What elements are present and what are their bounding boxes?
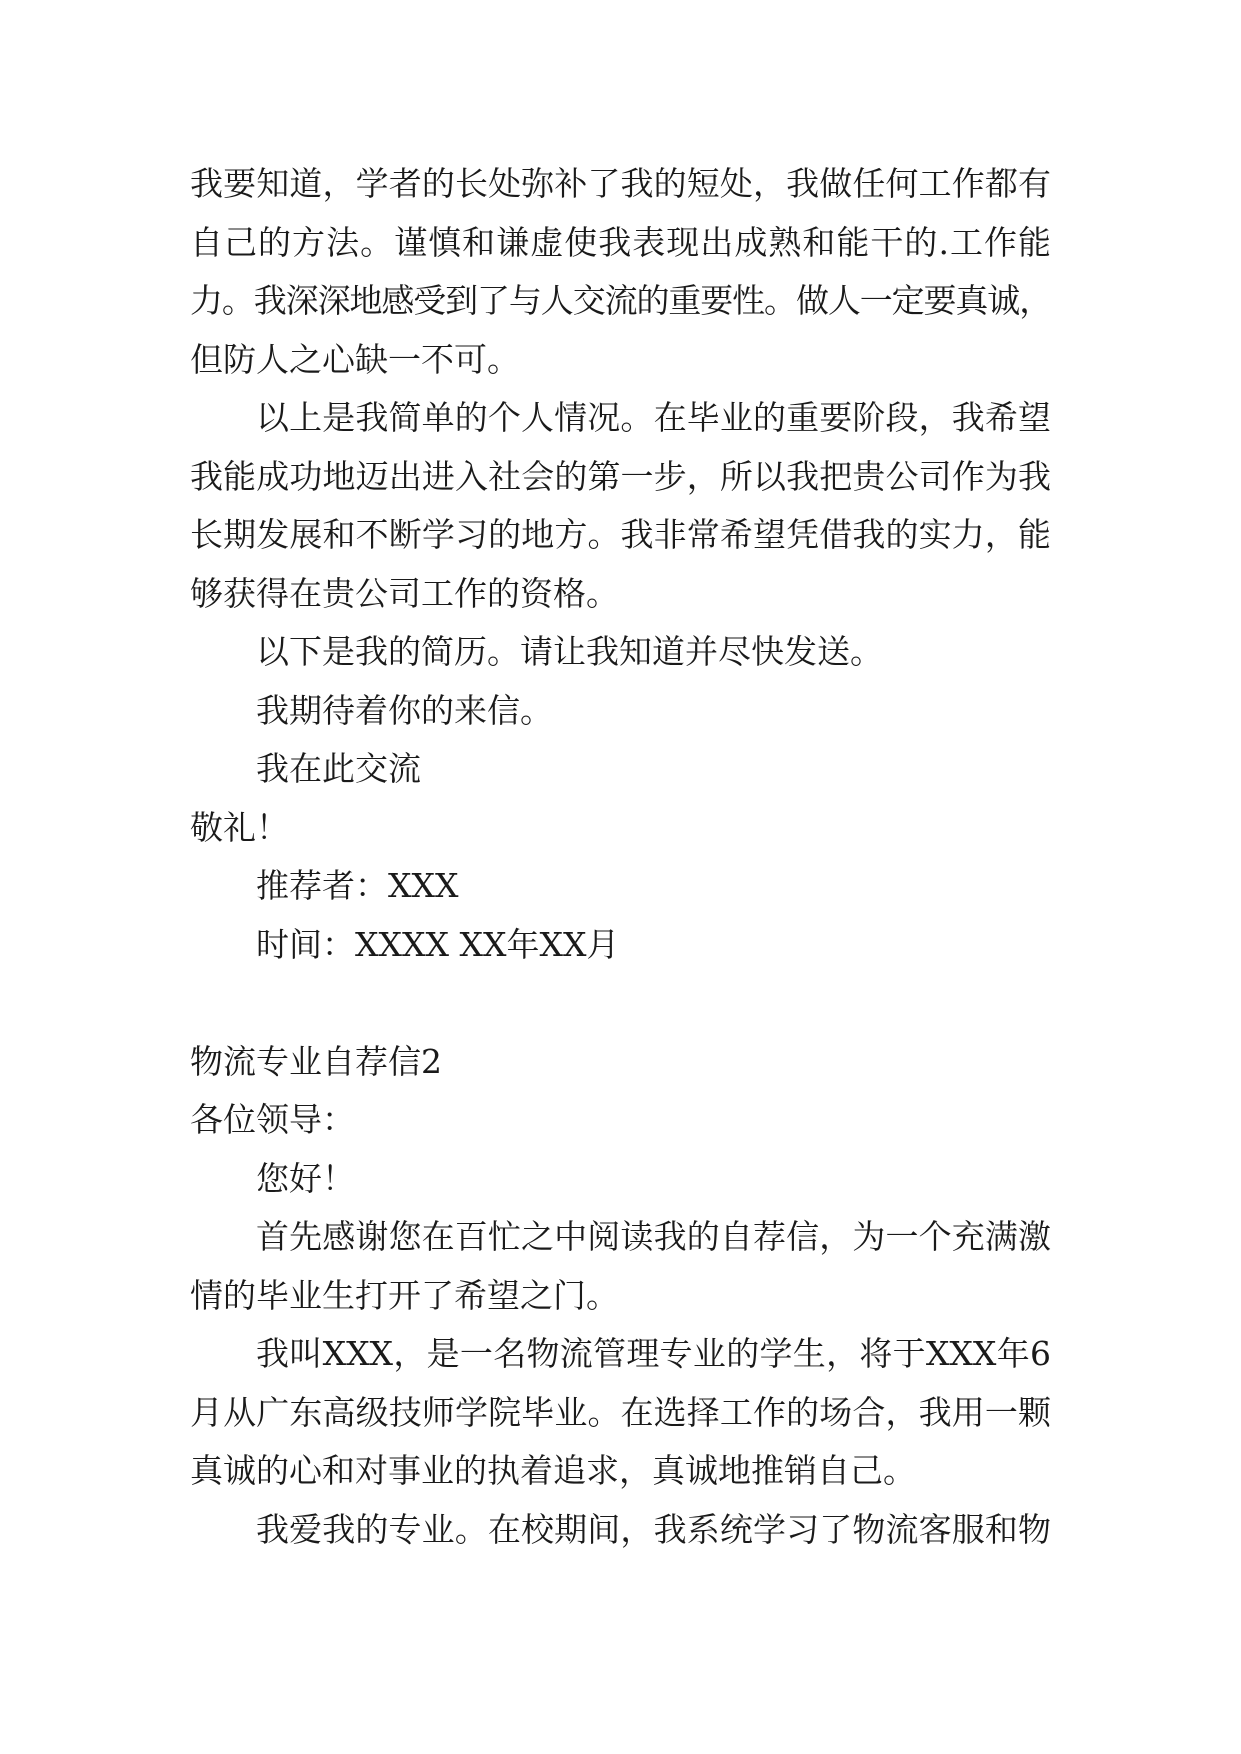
closing-salutation: 敬礼！ (190, 807, 289, 847)
text-line: 我要知道，学者的长处弥补了我的短处，我做任何工作都有 (190, 164, 1051, 203)
paragraph (190, 682, 1051, 741)
text-line: 情的毕业生打开了希望之门。 (190, 1275, 619, 1315)
text-line: 我爱我的专业。在校期间，我系统学习了物流客服和物 (256, 1509, 1051, 1549)
letter-title: 物流专业自荐信2 (190, 1041, 442, 1081)
paragraph (190, 1501, 1051, 1560)
recommender-line: 推荐者：XXX (256, 866, 459, 905)
date-line: 时间：XXXX XX年XX月 (256, 924, 620, 964)
paragraph (190, 740, 1051, 799)
text-line: 月从广东高级技师学院毕业。在选择工作的场合，我用一颗 (190, 1392, 1051, 1432)
paragraph (190, 1208, 1051, 1325)
text-line: 长期发展和不断学习的地方。我非常希望凭借我的实力，能 (190, 515, 1051, 554)
text-line: 首先感谢您在百忙之中阅读我的自荐信，为一个充满激 (256, 1217, 1051, 1256)
text-line: 以上是我简单的个人情况。在毕业的重要阶段，我希望 (256, 398, 1051, 437)
text-line: 力。我深深地感受到了与人交流的重要性。做人一定要真诚， (190, 281, 1051, 320)
text-line: 我在此交流 (256, 749, 421, 788)
paragraph (190, 155, 1051, 389)
text-line: 真诚的心和对事业的执着追求，真诚地推销自己。 (190, 1451, 916, 1490)
document-body (190, 155, 1051, 1559)
paragraph (190, 1325, 1051, 1501)
text-line: 我期待着你的来信。 (256, 690, 553, 730)
greeting: 您好！ (256, 1158, 355, 1198)
text-line: 我叫XXX，是一名物流管理专业的学生，将于XXX年6 (256, 1334, 1051, 1373)
text-line: 我能成功地迈出进入社会的第一步，所以我把贵公司作为我 (190, 456, 1051, 496)
addressee: 各位领导： (190, 1100, 355, 1139)
text-line: 但防人之心缺一不可。 (190, 339, 520, 379)
paragraph (190, 389, 1051, 623)
text-line: 自己的方法。谨慎和谦虚使我表现出成熟和能干的.工作能 (190, 222, 1051, 262)
text-line: 够获得在贵公司工作的资格。 (190, 573, 619, 613)
paragraph (190, 623, 1051, 682)
text-line: 以下是我的简历。请让我知道并尽快发送。 (256, 632, 883, 671)
blank-line (190, 974, 1051, 1033)
